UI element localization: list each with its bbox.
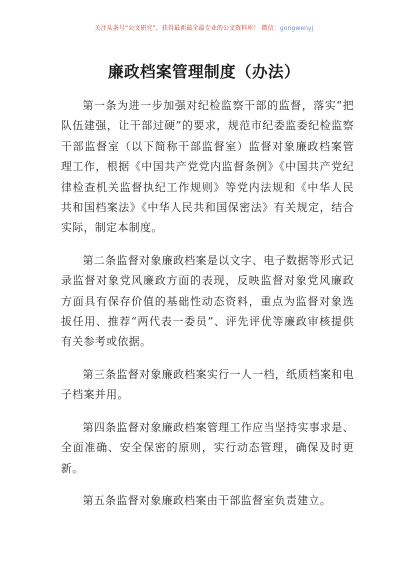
article-2-paragraph: 第二条监督对象廉政档案是以文字、电子数据等形式记录监督对象党风廉政方面的表现，反映监督对象党风廉政方面具有保存价值的基础性动态资料，重点为监督对象选拔任用、推荐“两代表一委员”、评先评优等廉政审核提供有关参考或依据。: [61, 253, 354, 349]
article-4-paragraph: 第四条监督对象廉政档案管理工作应当坚持实事求是、全面准确、安全保密的原则，实行动态管理，确保及时更新。: [61, 420, 354, 475]
document-title: 廉政档案管理制度（办法）: [107, 63, 300, 81]
document-body: [61, 96, 354, 523]
header-wechat-id: gongwenyj: [279, 25, 314, 32]
header-promo-text: 关注头条号“公文研究”，获得最新最全最专业的公文资料库！ 微信：: [94, 25, 280, 32]
article-3-paragraph: 第三条监督对象廉政档案实行一人一档，纸质档案和电子档案并用。: [61, 367, 354, 402]
header-promo-note: [0, 23, 408, 32]
article-1-paragraph: 第一条为进一步加强对纪检监察干部的监督，落实“把队伍建强，让干部过硬”的要求，规范市纪委监委纪检监察干部监督室（以下简称干部监督室）监督对象廉政档案管理工作，根据《中国共产党党内监督条例》《中国共产党纪律检查机关监督执纪工作规则》等党内法规和《中华人民共和国档案法》《中华人民共和国保密法》有关规定，结合实际，制定本制度。: [61, 99, 354, 235]
article-5-paragraph: 第五条监督对象廉政档案由干部监督室负责建立。: [82, 493, 332, 507]
